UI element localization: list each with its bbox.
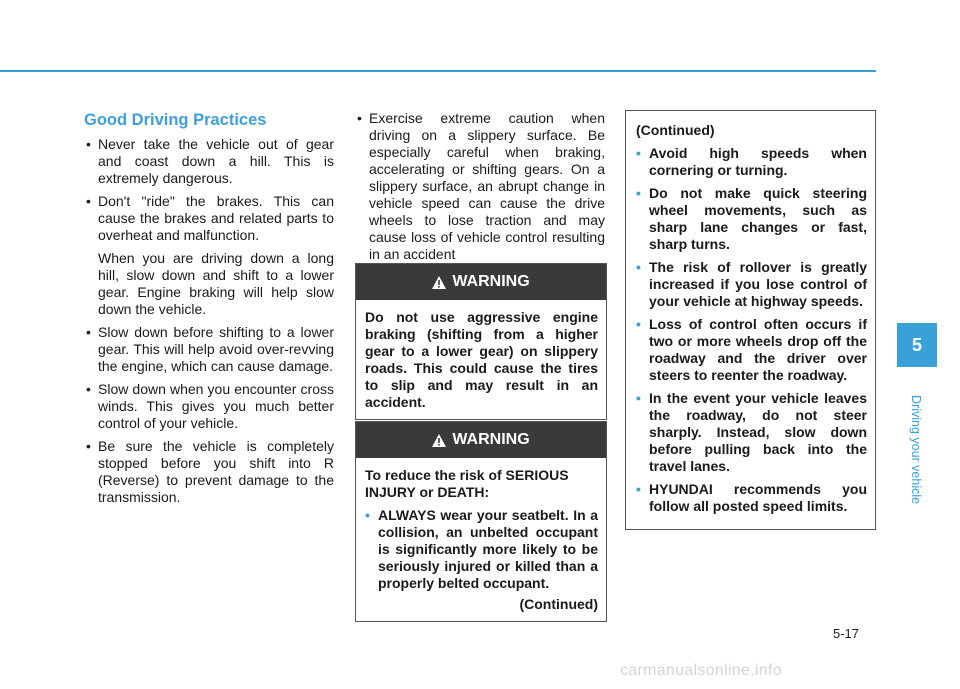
list-item: • Exercise extreme caution when driving on a slippery surface. Be especially careful when braking, accelerating or shifting gears. On a slippery surface, an abrupt change in vehicle speed can cause the drive wheels to lose traction and may cause loss of vehicle control resulting in an accident (355, 110, 605, 263)
watermark: carmanualsonline.info (620, 662, 782, 679)
warning-item: • ALWAYS wear your seatbelt. In a collision, an unbelted occupant is significantly more likely to be seriously injured or killed than a properly belted occupant. (365, 507, 598, 592)
warning-header (356, 264, 606, 300)
warning-continued-box (625, 110, 876, 530)
page-number: 5-17 (833, 626, 860, 641)
list-item: • Never take the vehicle out of gear and coast down a hill. This is extremely dangerous. (84, 136, 334, 187)
chapter-tab: 5 (897, 323, 937, 367)
warning-item: • HYUNDAI recommends you follow all posted speed limits. (636, 481, 867, 515)
header-rule (0, 70, 876, 72)
middle-column (355, 110, 605, 269)
warning-item: • The risk of rollover is greatly increased if you lose control of your vehicle at highway speeds. (636, 259, 867, 310)
warning-item: • Avoid high speeds when cornering or turning. (636, 145, 867, 179)
warning-item: • Do not make quick steering wheel movements, such as sharp lane changes or fast, sharp turns. (636, 185, 867, 253)
warning-continued-body (626, 111, 875, 529)
left-column (84, 110, 334, 512)
warning-box-engine-braking (355, 263, 607, 420)
warning-label: WARNING (452, 431, 530, 448)
warning-label: WARNING (452, 273, 530, 290)
continued-label: (Continued) (636, 122, 715, 138)
warning-body (356, 458, 606, 621)
warning-triangle-icon (432, 276, 446, 289)
warning-item: • Loss of control often occurs if two or more wheels drop off the roadway and the driver over steers to reenter the roadway. (636, 316, 867, 384)
list-item: • Don't "ride" the brakes. This can cause the brakes and related parts to overheat and malfunction. (84, 193, 334, 244)
list-item: • Slow down before shifting to a lower gear. This will help avoid over-revving the engine, which can cause damage. (84, 324, 334, 375)
sub-paragraph: When you are driving down a long hill, slow down and shift to a lower gear. Engine braking will help slow down the vehicle. (98, 250, 334, 317)
warning-box-seatbelt (355, 421, 607, 622)
slippery-list (355, 110, 605, 263)
warning-header (356, 422, 606, 458)
practice-list (84, 136, 334, 244)
continued-note: (Continued) (519, 596, 598, 612)
warning-text: Do not use aggressive engine braking (shifting from a higher gear to a lower gear) on slippery roads. This could cause the tires to slip and may result in an accident. (365, 309, 598, 410)
list-item: • Be sure the vehicle is completely stopped before you shift into R (Reverse) to prevent damage to the transmission. (84, 438, 334, 506)
practice-list-continued (84, 324, 334, 506)
warning-triangle-icon (432, 434, 446, 447)
warning-item: • In the event your vehicle leaves the roadway, do not steer sharply. Instead, slow down before pulling back into the travel lanes. (636, 390, 867, 475)
section-title: Good Driving Practices (84, 111, 267, 129)
list-item: • Slow down when you encounter cross winds. This gives you much better control of your vehicle. (84, 381, 334, 432)
chapter-label: Driving your vehicle (909, 395, 923, 505)
warning-intro: To reduce the risk of SERIOUS INJURY or DEATH: (365, 467, 569, 500)
